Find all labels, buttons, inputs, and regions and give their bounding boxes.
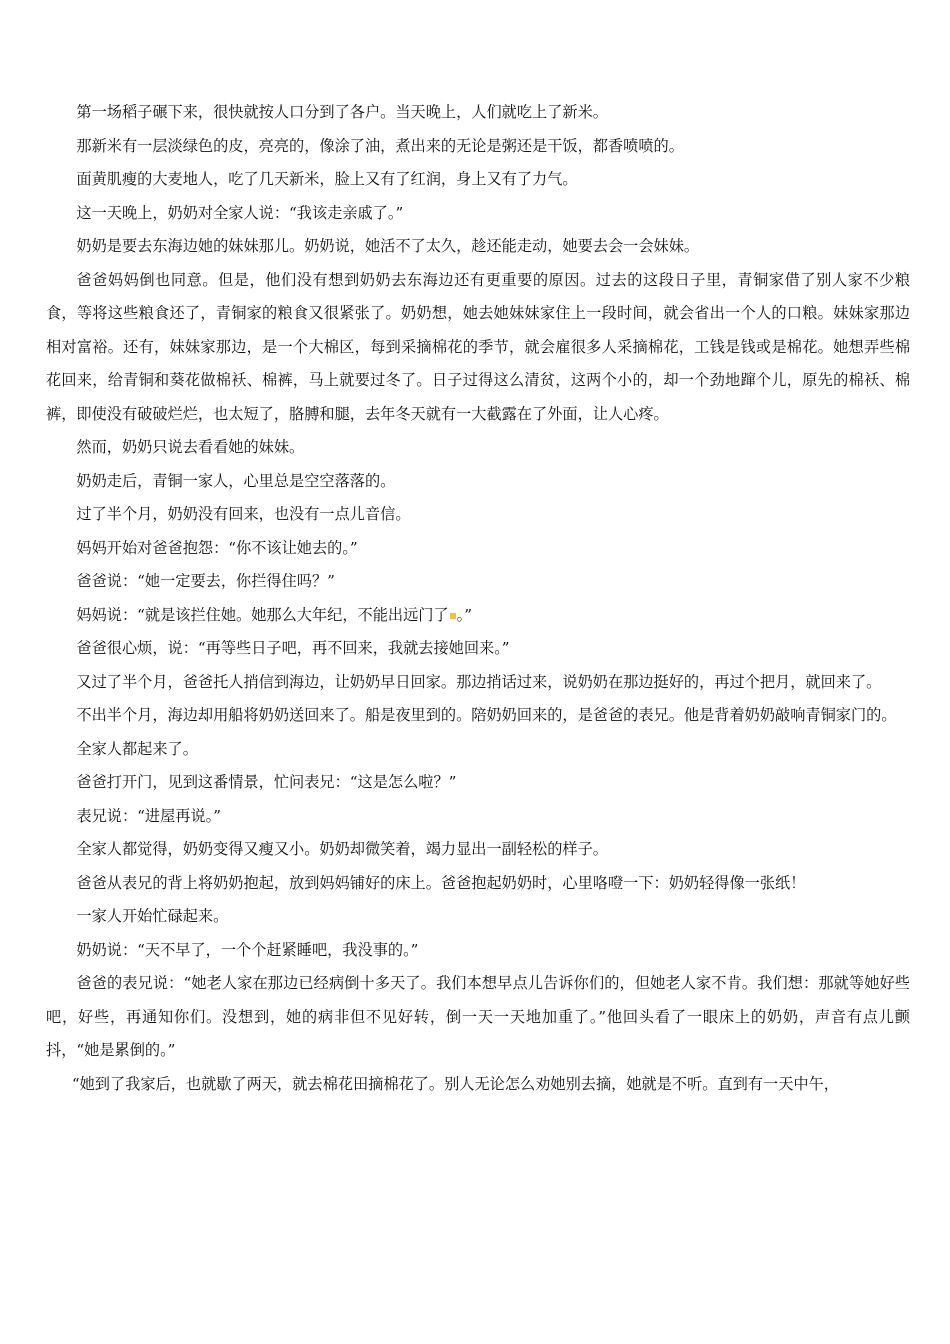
paragraph: 第一场稻子碾下来，很快就按人口分到了各户。当天晚上，人们就吃上了新米。 (76, 103, 608, 121)
paragraph: 奶奶是要去东海边她的妹妹那儿。奶奶说，她活不了太久，趁还能走动，她要去会一会妹妹。 (76, 237, 700, 255)
paragraph: 妈妈开始对爸爸抱怨：“你不该让她去的。” (76, 538, 358, 557)
paragraph: 又过了半个月，爸爸托人捎信到海边，让奶奶早日回家。那边捎话过来，说奶奶在那边挺好的，再过个把月，就回来了。 (76, 672, 882, 691)
paragraph: 表兄说：“进屋再说。” (76, 806, 222, 825)
paragraph: 这一天晚上，奶奶对全家人说：“我该走亲戚了。” (76, 203, 404, 222)
paragraph: 爸爸打开门，见到这番情景，忙问表兄：“这是怎么啦？” (76, 773, 457, 791)
paragraph: “她到了我家后，也就歇了两天，就去棉花田摘棉花了。别人无论怎么劝她别去摘，她就是不听。直到有一天中午， (71, 1074, 839, 1093)
paragraph: 不出半个月，海边却用船将奶奶送回来了。船是夜里到的。陪奶奶回来的，是爸爸的表兄。他是背着奶奶敲响青铜家门的。 (76, 706, 897, 724)
paragraph: 奶奶走后，青铜一家人，心里总是空空落落的。 (76, 471, 396, 490)
paragraph-tail: 。” (456, 605, 473, 624)
paragraph (46, 599, 910, 633)
paragraph: 全家人都起来了。 (76, 739, 198, 758)
paragraph: 面黄肌瘦的大麦地人，吃了几天新米，脸上又有了红润，身上又有了力气。 (76, 170, 578, 188)
paragraph: 奶奶说：“天不早了，一个个赶紧睡吧，我没事的。” (76, 940, 419, 959)
paragraph: 一家人开始忙碌起来。 (76, 907, 229, 925)
highlight-mark (450, 613, 456, 619)
paragraph: 然而，奶奶只说去看看她的妹妹。 (76, 438, 305, 456)
paragraph: 爸爸从表兄的背上将奶奶抱起，放到妈妈铺好的床上。爸爸抱起奶奶时，心里咯噔一下：奶奶轻得像一张纸！ (76, 873, 806, 892)
paragraph-text: 妈妈说：“就是该拦住她。她那么大年纪，不能出远门了 (76, 605, 449, 624)
paragraph: 全家人都觉得，奶奶变得又瘦又小。奶奶却微笑着，竭力显出一副轻松的样子。 (76, 840, 608, 858)
document-page (46, 96, 910, 1101)
paragraph: 爸爸妈妈倒也同意。但是，他们没有想到奶奶去东海边还有更重要的原因。过去的这段日子里，青铜家借了别人家不少粮食，等将这些粮食还了，青铜家的粮食又很紧张了。奶奶想，她去她妹妹家住上一段时间，就会省出一个人的口粮。妹妹家那边相对富裕。还有，妹妹家那边，是一个大棉区，每到采摘棉花的季节，就会雇很多人采摘棉花，工钱是钱或是棉花。她想弄些棉花回来，给青铜和葵花做棉袄、棉裤，马上就要过冬了。日子过得这么清贫，这两个小的，却一个劲地蹿个儿，原先的棉袄、棉裤，即使没有破破烂烂，也太短了，胳膊和腿，去年冬天就有一大截露在了外面，让人心疼。 (46, 270, 910, 423)
paragraph: 那新米有一层淡绿色的皮，亮亮的，像涂了油，煮出来的无论是粥还是干饭，都香喷喷的。 (76, 136, 684, 155)
paragraph: 爸爸的表兄说：“她老人家在那边已经病倒十多天了。我们本想早点儿告诉你们的，但她老人家不肯。我们想：那就等她好些吧，好些，再通知你们。没想到，她的病非但不见好转，倒一天一天地加重了。”他回头看了一眼床上的奶奶，声音有点儿颤抖，“她是累倒的。” (46, 974, 910, 1059)
paragraph: 爸爸说：“她一定要去，你拦得住吗？” (76, 572, 335, 590)
paragraph: 过了半个月，奶奶没有回来，也没有一点儿音信。 (76, 505, 411, 523)
paragraph: 爸爸很心烦，说：“再等些日子吧，再不回来，我就去接她回来。” (76, 639, 510, 657)
